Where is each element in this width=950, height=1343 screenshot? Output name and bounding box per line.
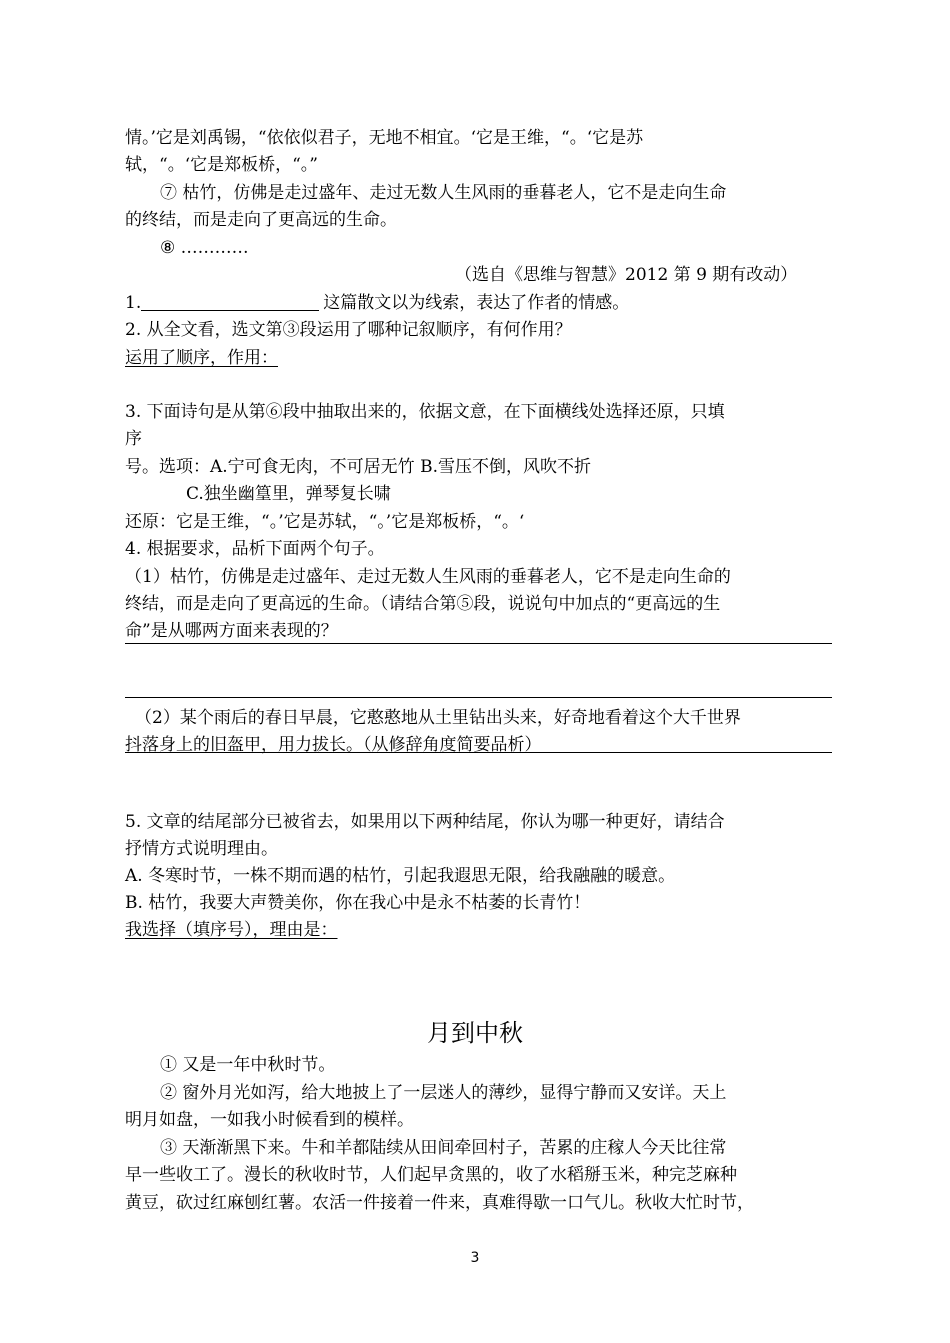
question-5-option-a: A. 冬寒时节，一株不期而遇的枯竹，引起我遐思无限，给我融融的暖意。: [125, 866, 676, 886]
answer-line[interactable]: [125, 697, 832, 698]
article-para-2-line-2: 明月如盘，一如我小时候看到的模样。: [125, 1110, 414, 1130]
question-3-line-1: 3. 下面诗句是从第⑥段中抽取出来的，依据文意，在下面横线处选择还原，只填: [125, 402, 725, 422]
para-8: ⑧ …………: [160, 238, 249, 258]
question-1: [125, 291, 629, 315]
question-3-line-3: 号。选项：A.宁可食无肉，不可居无竹 B.雪压不倒，风吹不折: [125, 457, 591, 477]
article-para-2-line-1: ② 窗外月光如泻，给大地披上了一层迷人的薄纱，显得宁静而又安详。天上: [160, 1083, 727, 1103]
question-4-2-line-1: （2）某个雨后的春日早晨，它憨憨地从土里钻出头来，好奇地看着这个大千世界: [135, 708, 741, 728]
question-4-1-line-2: 终结，而是走向了更高远的生命。（请结合第⑤段，说说句中加点的“更高远的生: [125, 594, 721, 614]
answer-blank[interactable]: [141, 294, 319, 311]
question-5-answer: 我选择（填序号），理由是：: [125, 920, 338, 940]
question-1-number: 1.: [125, 293, 142, 313]
question-5-option-b: B. 枯竹，我要大声赞美你，你在我心中是永不枯萎的长青竹！: [125, 893, 591, 913]
answer-line[interactable]: [125, 752, 832, 753]
question-2: 2. 从全文看，选文第③段运用了哪种记叙顺序，有何作用？: [125, 320, 572, 340]
question-3-line-2: 序: [125, 429, 142, 449]
answer-line[interactable]: [125, 643, 832, 644]
question-1-text: 这篇散文以为线索，表达了作者的情感。: [323, 293, 630, 313]
question-3-option-c: C.独坐幽篁里，弹琴复长啸: [186, 484, 391, 504]
article-para-3-line-1: ③ 天渐渐黑下来。牛和羊都陆续从田间牵回村子，苦累的庄稼人今天比往常: [160, 1138, 727, 1158]
question-4-2-line-2: 抖落身上的旧盔甲，用力拔长。（从修辞角度简要品析）: [125, 735, 542, 755]
question-4-1-line-1: （1）枯竹，仿佛是走过盛年、走过无数人生风雨的垂暮老人，它不是走向生命的: [125, 567, 731, 587]
line-2: 轼，“。‘它是郑板桥，“。”: [125, 155, 318, 175]
question-3-restore: 还原：它是王维，“。’它是苏轼，“。’它是郑板桥，“。‘: [125, 512, 525, 532]
article-title: 月到中秋: [427, 1019, 523, 1047]
question-5-line-1: 5. 文章的结尾部分已被省去，如果用以下两种结尾，你认为哪一种更好，请结合: [125, 812, 725, 832]
para-7-line-1: ⑦ 枯竹，仿佛是走过盛年、走过无数人生风雨的垂暮老人，它不是走向生命: [160, 183, 727, 203]
question-4-1-line-3: 命”是从哪两方面来表现的？: [125, 621, 338, 641]
page-number: 3: [470, 1250, 480, 1266]
question-4: 4. 根据要求，品析下面两个句子。: [125, 539, 385, 559]
para-7-line-2: 的终结，而是走向了更高远的生命。: [125, 210, 397, 230]
article-para-1: ① 又是一年中秋时节。: [160, 1055, 336, 1075]
line-1: 情。’它是刘禹锡，“依依似君子，无地不相宜。‘它是王维，“。‘它是苏: [125, 128, 644, 148]
article-para-3-line-3: 黄豆，砍过红麻刨红薯。农活一件接着一件来，真难得歇一口气儿。秋收大忙时节，: [125, 1193, 754, 1213]
source-note: （选自《思维与智慧》2012 第 9 期有改动）: [455, 265, 798, 285]
question-2-answer: 运用了顺序，作用：: [125, 348, 278, 368]
article-para-3-line-2: 早一些收工了。漫长的秋收时节，人们起早贪黑的，收了水稻掰玉米，种完芝麻种: [125, 1165, 737, 1185]
question-5-line-2: 抒情方式说明理由。: [125, 839, 278, 859]
